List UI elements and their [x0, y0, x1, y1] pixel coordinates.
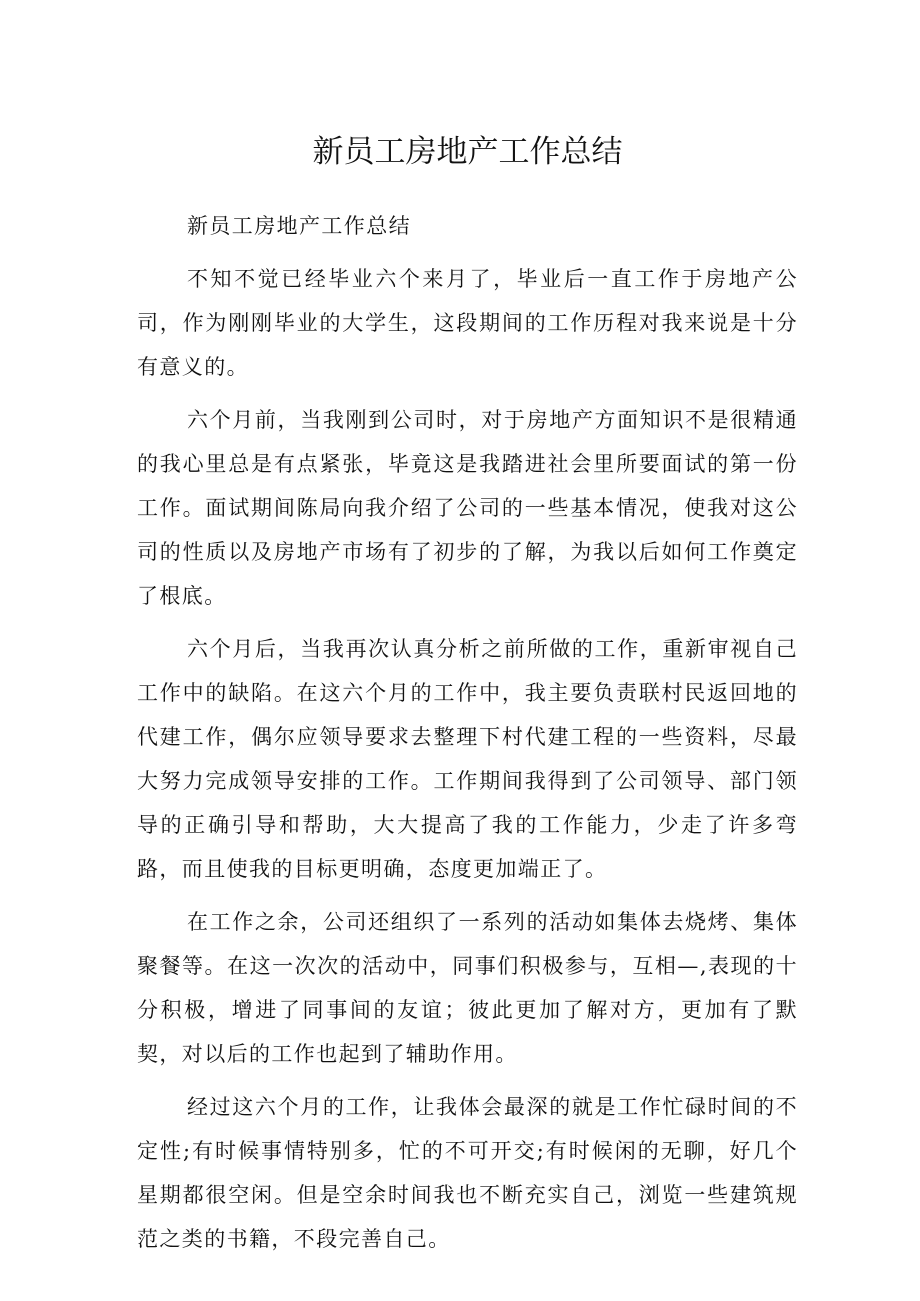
paragraph-5: 经过这六个月的工作，让我体会最深的就是工作忙碌时间的不定性;有时候事情特别多，忙的不可开交;有时候闲的无聊，好几个星期都很空闲。但是空余时间我也不断充实自己，浏览一些建筑规范之类的书籍，不段完善自己。 — [137, 1095, 798, 1251]
document-subtitle: 新员工房地产工作总结 — [187, 214, 411, 238]
paragraph-4: 在工作之余，公司还组织了一系列的活动如集体去烧烤、集体聚餐等。在这一次次的活动中，同事们积极参与，互相—,表现的十分积极，增进了同事间的友谊；彼此更加了解对方，更加有了默契，对以后的工作也起到了辅助作用。 — [137, 910, 798, 1066]
paragraph-2: 六个月前，当我刚到公司时，对于房地产方面知识不是很精通的我心里总是有点紧张，毕竟这是我踏进社会里所要面试的第一份工作。面试期间陈局向我介绍了公司的一些基本情况，使我对这公司的性质以及房地产市场有了初步的了解，为我以后如何工作奠定了根底。 — [137, 408, 798, 608]
paragraph-1: 不知不觉已经毕业六个来月了，毕业后一直工作于房地产公司，作为刚刚毕业的大学生，这段期间的工作历程对我来说是十分有意义的。 — [137, 267, 798, 379]
paragraph-3: 六个月后，当我再次认真分析之前所做的工作，重新审视自己工作中的缺陷。在这六个月的工作中，我主要负责联村民返回地的代建工作，偶尔应领导要求去整理下村代建工程的一些资料，尽最大努力完成领导安排的工作。工作期间我得到了公司领导、部门领导的正确引导和帮助，大大提高了我的工作能力，少走了许多弯路，而且使我的目标更明确，态度更加端正了。 — [137, 637, 798, 881]
document-title: 新员工房地产工作总结 — [312, 134, 623, 170]
